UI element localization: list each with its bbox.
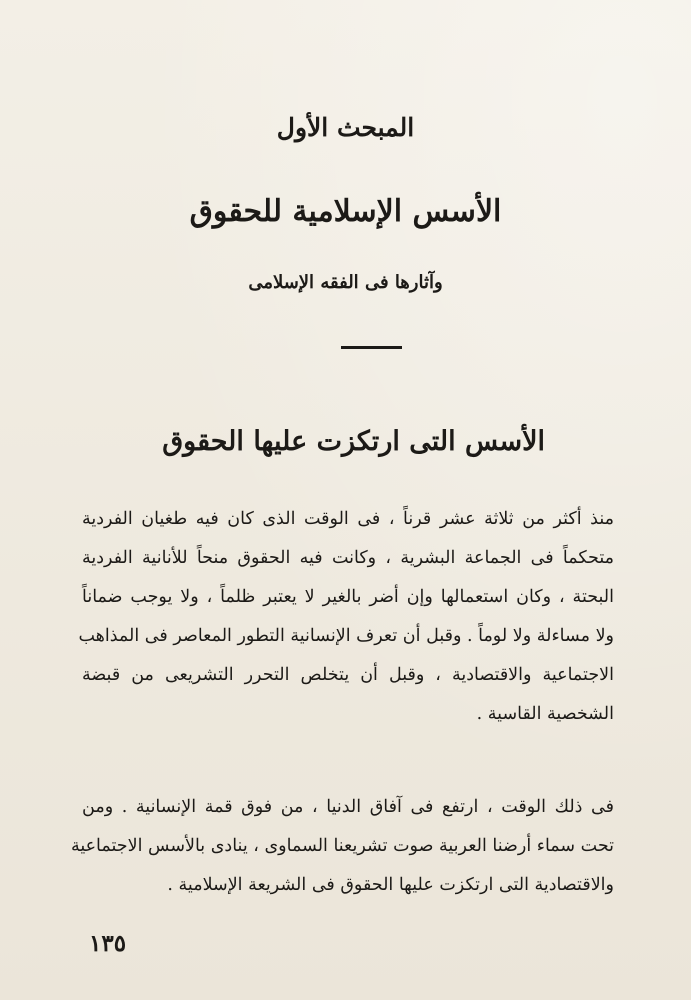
paragraph-line: والاقتصادية التى ارتكزت عليها الحقوق فى الشريعة الإسلامية . [167,875,614,895]
subtitle: وآثارها فى الفقه الإسلامى [248,272,443,293]
paragraph-2 [70,788,614,905]
paragraph-line: الشخصية القاسية . [476,704,614,724]
paragraph-line: منذ أكثر من ثلاثة عشر قرناً ، فى الوقت الذى كان فيه طغيان الفردية [82,509,614,529]
paragraph-line: فى ذلك الوقت ، ارتفع فى آفاق الدنيا ، من فوق قمة الإنسانية . ومن [82,797,614,817]
paragraph-1 [78,500,614,734]
title-divider [341,346,402,349]
paragraph-line: الاجتماعية والاقتصادية ، وقبل أن يتخلص التحرر التشريعى من قبضة [82,665,614,685]
page-number: ١٣٥ [89,930,127,957]
main-title: الأسس الإسلامية للحقوق [189,194,502,229]
paragraph-line: متحكماً فى الجماعة البشرية ، وكانت فيه الحقوق منحاً للأنانية الفردية [82,548,614,568]
paragraph-line: ولا مساءلة ولا لوماً . وقبل أن تعرف الإنسانية التطور المعاصر فى المذاهب [78,626,614,646]
section-heading: الأسس التى ارتكزت عليها الحقوق [162,426,545,457]
paragraph-line: تحت سماء أرضنا العربية صوت تشريعنا السماوى ، ينادى بالأسس الاجتماعية [70,836,614,856]
section-label: المبحث الأول [276,113,415,142]
paragraph-line: البحتة ، وكان استعمالها وإن أضر بالغير لا يعتبر ظلماً ، ولا يوجب ضماناً [82,587,614,607]
